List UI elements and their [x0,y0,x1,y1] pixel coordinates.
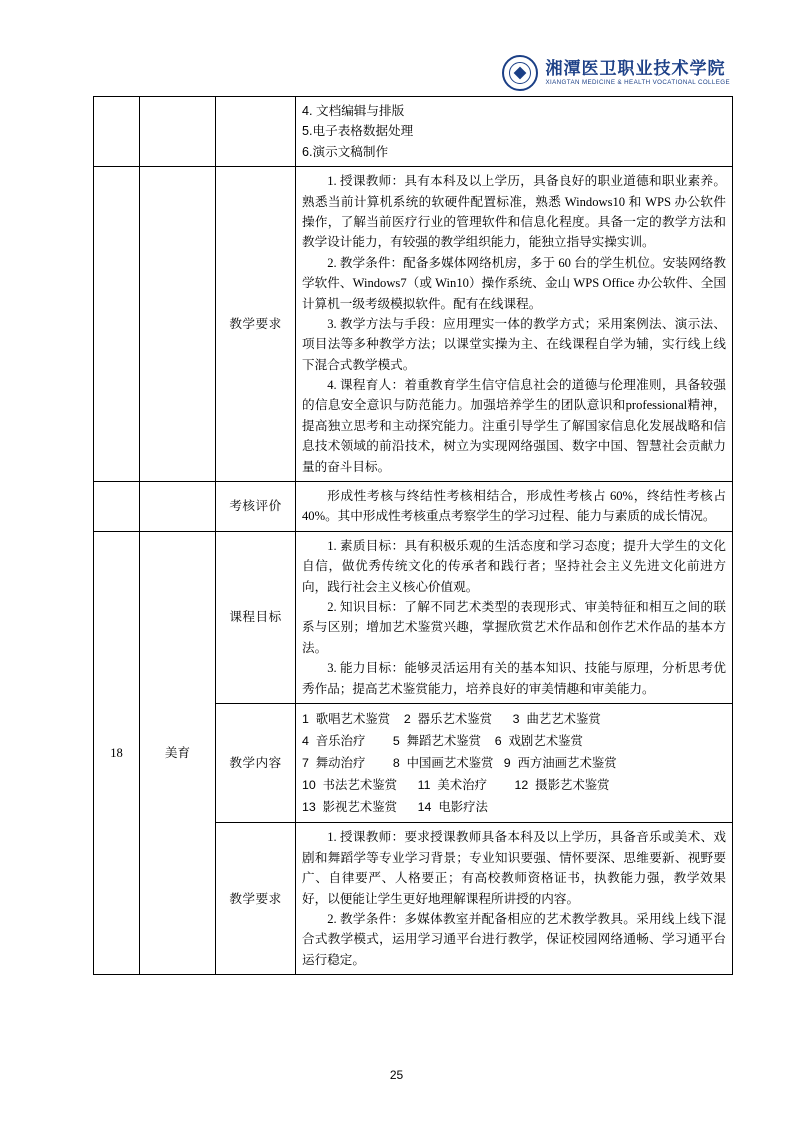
page-number: 25 [389,1068,404,1082]
contents-line-1: 1 歌唱艺术鉴赏 2 器乐艺术鉴赏 3 曲艺艺术鉴赏 [302,711,601,726]
cell-teaching-requirements-arts [296,823,733,975]
cell-empty-name-3 [140,482,216,532]
college-logo [502,55,730,91]
objective-paragraph-3: 3. 能力目标：能够灵活运用有关的基本知识、技能与原理，分析思考优秀作品；提高艺术鉴赏能力，培养良好的审美情趣和审美能力。 [302,661,726,696]
contents-line-2: 4 音乐治疗 5 舞蹈艺术鉴赏 6 戏剧艺术鉴赏 [302,734,583,749]
requirement-paragraph-3: 3. 教学方法与手段：应用理实一体的教学方式；采用案例法、演示法、项目法等多种教学方法；以课堂实操为主、在线课程自学为辅，实行线上线下混合式教学模式。 [302,316,726,372]
table-row-course-objectives [94,531,733,703]
cell-empty-number-3 [94,482,140,532]
contents-line-3: 7 舞动治疗 8 中国画艺术鉴赏 9 西方油画艺术鉴赏 [302,756,617,771]
arts-requirement-paragraph-2: 2. 教学条件：多媒体教室并配备相应的艺术教学教具。采用线上线下混合式教学模式，运用学习通平台进行教学，保证校园网络通畅、学习通平台运行稳定。 [302,911,726,967]
course-syllabus-table [93,96,733,975]
continued-item-1: 4. 文档编辑与排版 [302,104,405,118]
cell-continued-contents [296,97,733,167]
objective-paragraph-1: 1. 素质目标：具有积极乐观的生活态度和学习态度；提升大学生的文化自信，做优秀传统文化的传承者和践行者；坚持社会主义先进文化前进方向，践行社会主义核心价值观。 [302,538,726,594]
cell-empty-label-1 [216,97,296,167]
label-assessment: 考核评价 [216,482,296,532]
requirement-paragraph-2: 2. 教学条件：配备多媒体网络机房，多于 60 台的学生机位。安装网络教学软件、Windows7（或 Win10）操作系统、金山 WPS Office 办公软件、全国计算机一级考级模拟软件。配有在线课程。 [302,255,726,311]
objective-paragraph-2: 2. 知识目标：了解不同艺术类型的表现形式、审美特征和相互之间的联系与区别；增加艺术鉴赏兴趣，掌握欣赏艺术作品和创作艺术作品的基本方法。 [302,599,726,655]
label-teaching-requirements-arts: 教学要求 [216,823,296,975]
requirement-paragraph-1: 1. 授课教师：具有本科及以上学历，具备良好的职业道德和职业素养。熟悉当前计算机系统的软硬件配置标准，熟悉 Windows10 和 WPS 办公软件操作，了解当前医疗行业的管理软件和信息化程度。具备一定的教学方法和教学设计能力，有较强的教学组织能力，能独立指导实操实训。 [302,174,726,250]
continued-item-2: 5.电子表格数据处理 [302,124,414,139]
cell-teaching-requirements-computer [296,167,733,482]
cell-empty-number-1 [94,97,140,167]
label-teaching-contents: 教学内容 [216,703,296,822]
table-row-continued-contents [94,97,733,167]
assessment-text: 形成性考核与终结性考核相结合，形成性考核占 60%，终结性考核占 40%。其中形成性考核重点考察学生的学习过程、能力与素质的成长情况。 [302,489,726,524]
cell-course-objectives [296,531,733,703]
table-row-teaching-requirements-computer [94,167,733,482]
cell-course-name: 美育 [140,531,216,974]
cell-empty-name-2 [140,167,216,482]
arts-requirement-paragraph-1: 1. 授课教师：要求授课教师具备本科及以上学历，具备音乐或美术、戏剧和舞蹈学等专业学习背景；专业知识要强、情怀要深、思维要新、视野要广、自律要严、人格要正；有高校教师资格证书，执教能力强，教学效果好，以便能让学生更好地理解课程所讲授的内容。 [302,830,726,906]
college-seal-icon [502,55,538,91]
cell-assessment [296,482,733,532]
cell-teaching-contents [296,703,733,822]
label-teaching-requirements-computer: 教学要求 [216,167,296,482]
label-course-objectives: 课程目标 [216,531,296,703]
college-name-en: XIANGTAN MEDICINE & HEALTH VOCATIONAL COLLEGE [545,78,730,86]
contents-line-4: 10 书法艺术鉴赏 11 美术治疗 12 摄影艺术鉴赏 [302,778,610,793]
cell-empty-number-2 [94,167,140,482]
cell-course-number: 18 [94,531,140,974]
cell-empty-name-1 [140,97,216,167]
college-name-cn: 湘潭医卫职业技术学院 [545,58,726,78]
table-row-assessment [94,482,733,532]
continued-item-3: 6.演示文稿制作 [302,144,389,159]
contents-line-5: 13 影视艺术鉴赏 14 电影疗法 [302,800,488,815]
college-logo-text [545,60,730,86]
requirement-paragraph-4: 4. 课程育人：着重教育学生信守信息社会的道德与伦理准则，具备较强的信息安全意识与防范能力。加强培养学生的团队意识和professional精神，提高独立思考和主动探究能力。注重引导学生了解国家信息化发展战略和信息技术领域的前沿技术，树立为实现网络强国、数字中国、智慧社会贡献力量的奋斗目标。 [302,378,726,474]
